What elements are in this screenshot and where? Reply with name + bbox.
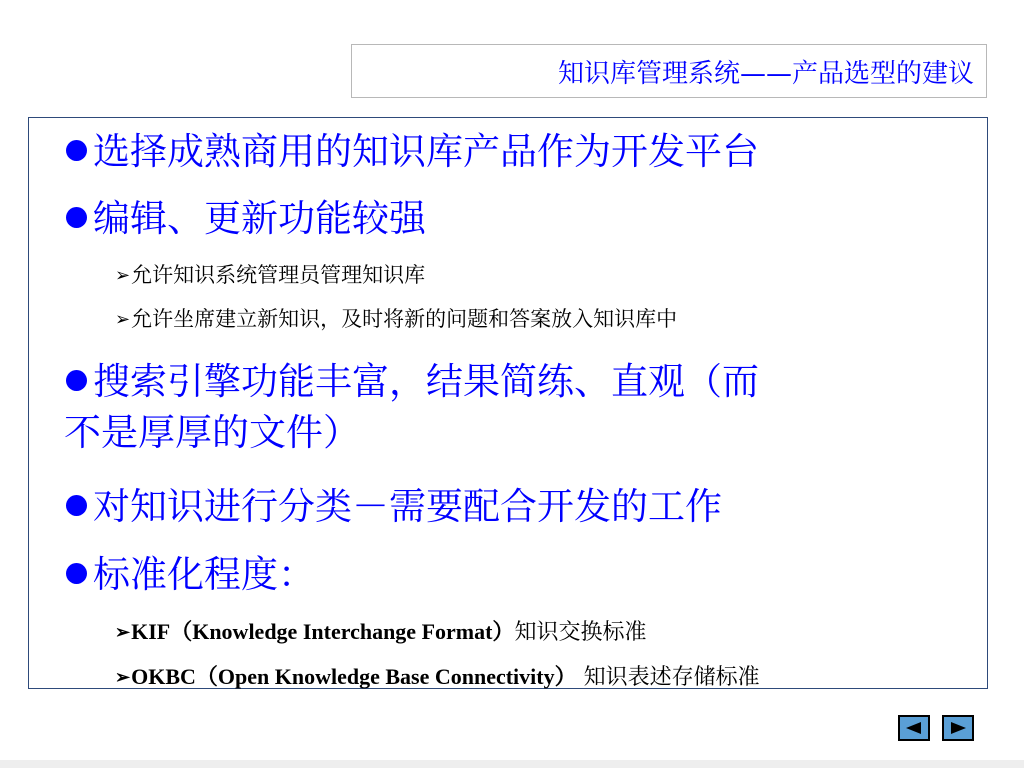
standard-name: KIF（Knowledge Interchange Format）: [131, 619, 515, 644]
bullet-text: 编辑、更新功能较强: [93, 197, 426, 240]
left-triangle-icon: [905, 721, 923, 735]
bullet-text: 搜索引擎功能丰富，结果简练、直观（而: [93, 360, 759, 403]
standard-item: [115, 617, 646, 648]
bullet-dot-icon: [66, 563, 87, 584]
sub-bullet-item: [115, 304, 677, 335]
bullet-text: 对知识进行分类－需要配合开发的工作: [93, 485, 722, 528]
bullet-dot-icon: [66, 207, 87, 228]
standard-name: OKBC（Open Knowledge Base Connectivity）: [131, 664, 577, 689]
arrow-bullet-icon: ➢: [115, 265, 131, 286]
bottom-bar: [0, 760, 1024, 768]
right-triangle-icon: [949, 721, 967, 735]
bullet-item: [66, 129, 759, 175]
bullet-text: 标准化程度：: [93, 553, 315, 596]
standard-item: [115, 662, 760, 693]
sub-bullet-text: 允许坐席建立新知识，及时将新的问题和答案放入知识库中: [131, 307, 678, 331]
bullet-continuation-text: 不是厚厚的文件）: [64, 411, 360, 454]
sub-bullet-item: [115, 260, 425, 291]
arrow-bullet-icon: ➢: [115, 309, 131, 330]
sub-bullet-text: 允许知识系统管理员管理知识库: [131, 263, 426, 287]
bullet-item: [66, 359, 759, 405]
bullet-dot-icon: [66, 140, 87, 161]
bullet-item: [66, 196, 426, 242]
next-slide-button[interactable]: [942, 715, 974, 741]
arrow-bullet-icon: ➢: [115, 622, 131, 642]
slide-title-box: [351, 44, 987, 98]
bullet-dot-icon: [66, 370, 87, 391]
bullet-item: [66, 552, 315, 598]
arrow-bullet-icon: ➢: [115, 667, 131, 687]
previous-slide-button[interactable]: [898, 715, 930, 741]
bullet-dot-icon: [66, 495, 87, 516]
bullet-item: [66, 484, 722, 530]
slide-title: 知识库管理系统——产品选型的建议: [557, 58, 974, 89]
bullet-text: 选择成熟商用的知识库产品作为开发平台: [93, 130, 759, 173]
standard-description: 知识交换标准: [514, 620, 647, 645]
bullet-continuation: [64, 410, 360, 456]
standard-description: 知识表述存储标准: [576, 665, 760, 690]
